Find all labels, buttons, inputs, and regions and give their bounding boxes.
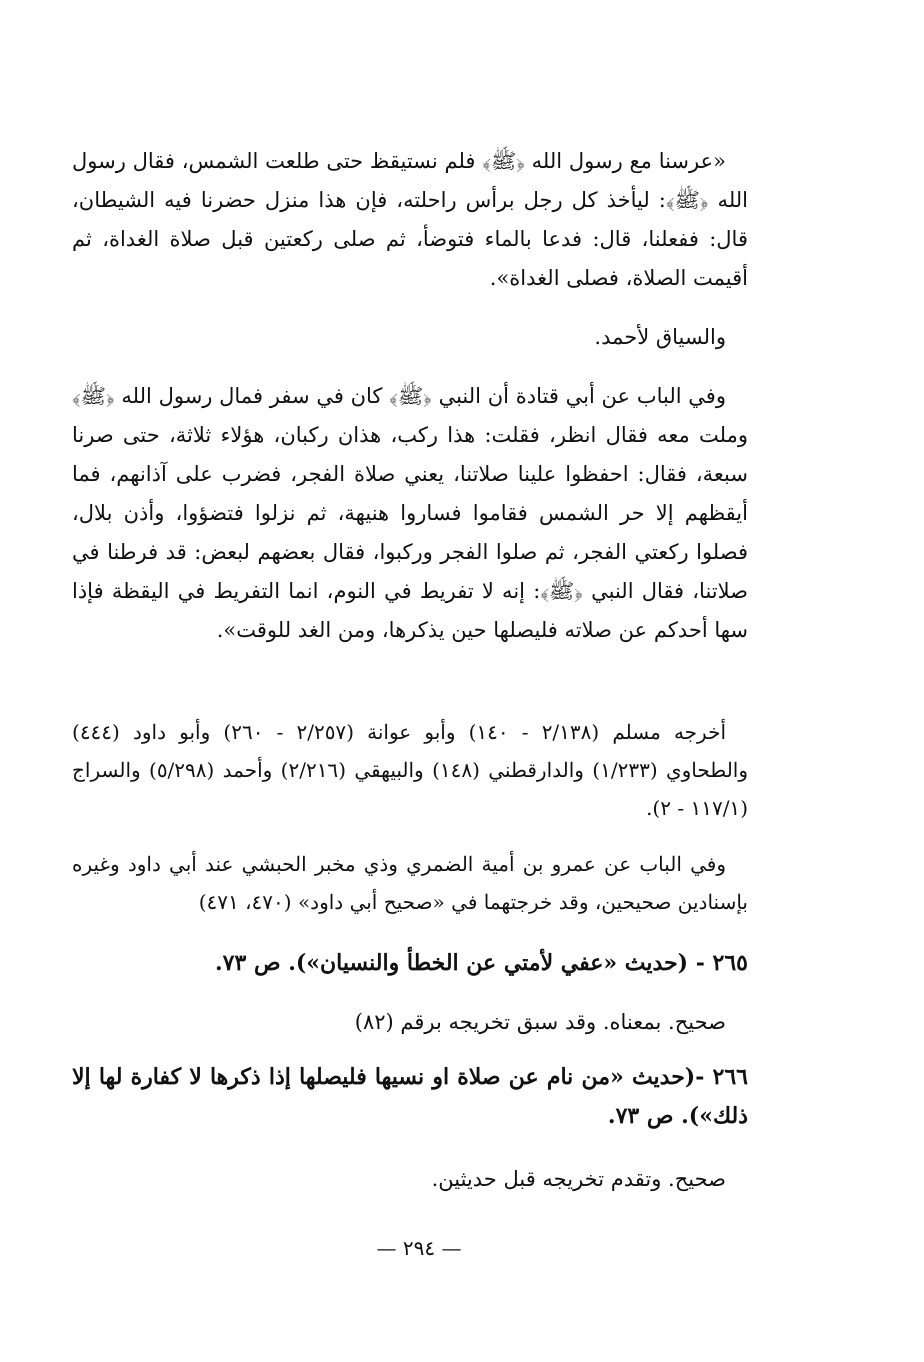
page-number: — ٢٩٤ — <box>376 1236 462 1260</box>
additional-narrations-paragraph: وفي الباب عن عمرو بن أمية الضمري وذي مخبر الحبشي عند أبي داود وغيره بإسنادين صحيحين، وقد خرجتهما في «صحيح أبي داود» (٤٧٠، ٤٧١) <box>72 852 748 914</box>
hadith-265-ruling: صحيح. بمعناه. وقد سبق تخريجه برقم (٨٢) <box>354 1010 726 1034</box>
hadith-266-ruling: صحيح. وتقدم تخريجه قبل حديثين. <box>431 1167 726 1191</box>
takhrij-paragraph: أخرجه مسلم (٢/١٣٨ - ١٤٠) وأبو عوانة (٢/٢٥٧ - ٢٦٠) وأبو داود (٤٤٤) والطحاوي (١/٢٣٣) والدارقطني (١٤٨) والبيهقي (٢/٢١٦) وأحمد (٥/٢٩٨) والسراج (١١٧/١ - ٢). <box>72 720 749 820</box>
hadith-text-paragraph: «عرسنا مع رسول الله ﴿ﷺ﴾ فلم نستيقظ حتى طلعت الشمس، فقال رسول الله ﴿ﷺ﴾: ليأخذ كل رجل برأس راحلته، فإن هذا منزل حضرنا فيه الشيطان، قال: ففعلنا، قال: فدعا بالماء فتوضأ، ثم صلى ركعتين قبل صلاة الغداة، ثم أقيمت الصلاة، فصلى الغداة». <box>72 149 748 290</box>
hadith-266-heading: ٢٦٦ -(حديث «من نام عن صلاة او نسيها فليصلها إذا ذكرها لا كفارة لها إلا ذلك»). ص ٧٣. <box>72 1064 748 1129</box>
attribution-note: والسياق لأحمد. <box>594 325 726 349</box>
related-narration-paragraph: وفي الباب عن أبي قتادة أن النبي ﴿ﷺ﴾ كان في سفر فمال رسول الله ﴿ﷺ﴾ وملت معه فقال انظر، فقلت: هذا ركب، هذان ركبان، هؤلاء ثلاثة، حتى صرنا سبعة، فقال: احفظوا علينا صلاتنا، يعني صلاة الفجر، فضرب على آذانهم، فما أيقظهم إلا حر الشمس فقاموا فساروا هنيهة، ثم نزلوا فتضؤوا، وأذن بلال، فصلوا ركعتي الفجر، ثم صلوا الفجر وركبوا، فقال بعضهم لبعض: قد فرطنا في صلاتنا، فقال النبي ﴿ﷺ﴾: إنه لا تفريط في النوم، انما التفريط في اليقظة فإذا سها أحدكم عن صلاته فليصلها حين يذكرها، ومن الغد للوقت». <box>72 384 748 642</box>
hadith-265-heading: ٢٦٥ - (حديث «عفي لأمتي عن الخطأ والنسيان»). ص ٧٣. <box>214 950 748 976</box>
